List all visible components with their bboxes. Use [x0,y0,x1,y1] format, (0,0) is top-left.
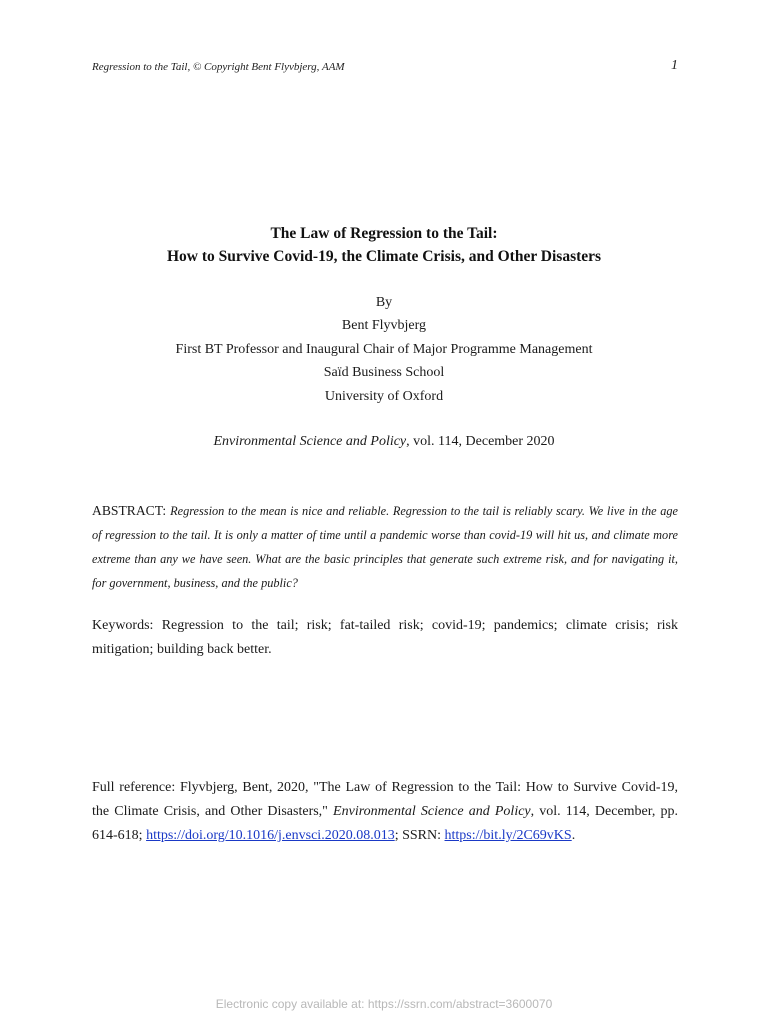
keywords: Keywords: Regression to the tail; risk; fat-tailed risk; covid-19; pandemics; climate crisis; risk mitigation; building back better. [92,618,678,657]
abstract [92,499,678,595]
full-reference-prefix: Full reference: Flyvbjerg, Bent, 2020, "The Law of Regression to the Tail: How to Survive Covid-19, the Climate Crisis, and Other Disasters," [92,780,678,819]
abstract-label: ABSTRACT: [92,503,171,518]
byline-by: By [375,295,393,310]
full-reference-middle: , vol. 114, December, pp. 614-618; [92,804,679,843]
paper-title-line-2: How to Survive Covid-19, the Climate Crisis, and Other Disasters [166,248,602,265]
full-reference [92,776,678,848]
ssrn-link[interactable]: https://bit.ly/2C69vKS [444,828,572,843]
full-reference-between: ; SSRN: [394,828,445,843]
paper-title-line-1: The Law of Regression to the Tail: [270,225,498,242]
publication-details: , vol. 114, December 2020 [406,434,555,449]
author-position: First BT Professor and Inaugural Chair of Major Programme Management [175,342,593,357]
publication-journal: Environmental Science and Policy [213,434,407,449]
running-head: Regression to the Tail, © Copyright Bent Flyvbjerg, AAM [92,61,345,73]
author-school: Saïd Business School [323,365,445,380]
publication-line [60,434,708,450]
abstract-text: Regression to the mean is nice and reliable. Regression to the tail is reliably scary. We live in the age of regression to the tail. It is only a matter of time until a pandemic worse than covid-19 will hit us, and climate more extreme than any we have seen. What are the basic principles that generate such extreme risk, and for navigating it, for government, business, and the public? [92,504,678,590]
full-reference-end: . [571,828,576,843]
page-number: 1 [671,58,678,73]
author-university: University of Oxford [324,389,444,404]
author-name: Bent Flyvbjerg [341,318,427,333]
full-reference-journal: Environmental Science and Policy [333,804,531,819]
doi-link[interactable]: https://doi.org/10.1016/j.envsci.2020.08.013 [146,828,395,843]
ssrn-footer: Electronic copy available at: https://ssrn.com/abstract=3600070 [215,997,553,1011]
